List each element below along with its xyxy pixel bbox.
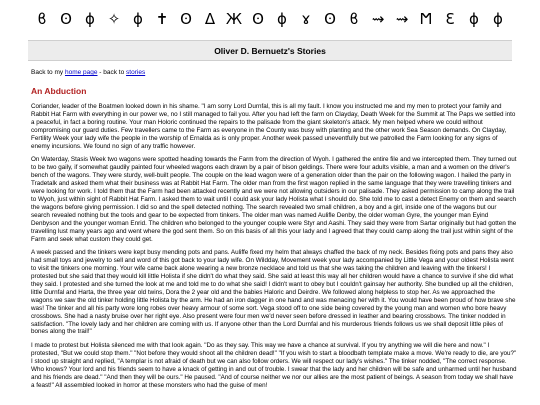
- glyph-icon: ϐ: [37, 10, 47, 28]
- title-banner: [28, 40, 512, 61]
- story-body: [31, 103, 517, 403]
- breadcrumb-separator: - back to: [97, 69, 127, 76]
- glyph-icon: ⇝: [371, 10, 385, 28]
- glyph-icon: Ϻ: [419, 10, 433, 28]
- story-paragraph: A week passed and the tinkers were kept busy mending pots and pans. Auliffe fixed my helm that always chaffed the back of my neck. Besides fixing pots and pans they also had small toys and jewelry to sell and word of this got back to your lady wife. On Wildday, Movement week your lady accompanied by Little Vega and your oldest Holista went to visit the tinkers one morning. Your wife came back alone wearing a new bronze necklace and told us that she was taking the children and leaving with the tinkers! I protested but she said that they would kill little Holista if she didn't do what they said. She said at least this way all her children would have a chance to survive if she did what they said. I protested and she turned the look at me and told me to do what she said! I didn't want to obey but I couldn't gainsay her authority. She bundled up all the children, little Durnfal and Harta, the three year old twins, Dora the 2 year old and the babies Haloric and Deirdre. We followed along helpless to stop her. As we approached the wagons we saw the old tinker holding little Holista by the arm. He had an iron dagger in one hand and was menacing her with it. You would have been proud of how brave she was! The tinker and all his party wore long robes over heavy armour of some sort. Vega stood off to one side being covered by the young man and women who bore heavy crossbows. She had a nasty bruise over her right eye. Also present were four men we'd never seen before dressed in leather and bearing crossbows. The tinker nodded in satisfaction. "The lovely lady and her children are coming with us. If anyone other than the Lord Durnfal and his murderous friends follows us we shall deposit little piles of bones along the trail!": [31, 249, 516, 336]
- breadcrumb: [31, 69, 145, 76]
- glyph-header: [0, 6, 540, 32]
- glyph-icon: ɸ: [133, 10, 143, 28]
- glyph-icon: ϕ: [493, 10, 503, 28]
- story-paragraph: I made to protest but Holista silenced me with that look again. "Do as they say. This way we have a chance at survival. If you try anything we will die here and now." I protested, "But we could stop them." "Not before they would shoot all the children dead!" "If you wish to start a bloodbath template make a move. We're ready to die, are you?" I stood up straight and replied, "A templar is not afraid of death but we can also follow orders. We will respect our lady's wishes." The tinker nodded, "The correct response. Who knows? Your lord and his friends seem to have a knack of getting in and out of trouble. I swear that the lady and her children will be safe and unharmed until her husband and his friends are dead." "And then they will be ours." He paused. "And of course neither we nor our allies are the most patient of beings. A season from today we shall have a feast!" All assembled looked in horror at these monsters who had the guise of men!: [31, 342, 517, 389]
- stories-link[interactable]: stories: [126, 69, 146, 76]
- glyph-icon: ϕ: [469, 10, 479, 28]
- story-heading: An Abduction: [31, 86, 87, 96]
- glyph-icon: ✧: [107, 10, 121, 28]
- glyph-icon: ɤ: [301, 10, 311, 28]
- story-paragraph: On Waterday, Stasis Week two wagons were spotted heading towards the Farm from the direction of Wyoh. I gathered the entire file and we intercepted them. They turned out to be two gaily, if somewhat gaudily painted four wheeled wagons each drawn by a pair of bison geldings. There were four adults visible, a man and a women on the driver's bench of the wagons. They were sturdy, well-built people. The couple on the lead wagon were of a generation older than the pair on the following wagon. I hailed the party in Tradetalk and asked them what their business was at Rabbit Hat Farm. The older man from the first wagon replied in the same language that they were travelling tinkers and were looking for work. I told them that the Farm had been attacked recently and we were not allowing outsiders in our palisade. They asked permission to camp along the trail to Wyoh, just within sight of Rabbit Hat Farm. I asked them to wait until I could ask your lady Holista what I should do. She told me to cast a detect Enemy on them and search the wagons before giving permission. I did so and the spell detected nothing. The search revealed two small children, a boy and a girl, inside one of the wagons but our search revealed nothing but the tools and gear to be expected from tinkers. The older man was named Aulifle Denby, the older woman Gyre, the younger man Eyind Denbyson and the younger woman Enrid. The children who belonged to the younger couple were Styr and Aashi. They said they were from Sartar originally but had gotten the travelling lust many years ago and went where the god sent them. So on this basis of all this your lady and I agreed that they could camp along the trail just within sight of the Farm and seek what custom they could get.: [31, 156, 517, 243]
- glyph-icon: ϐ: [349, 10, 359, 28]
- story-paragraph: Coriander, leader of the Boatmen looked down in his shame. "I am sorry Lord Durnfal, this is all my fault. I know you instructed me and my men to protect your family and Rabbit Hat Farm with everything in our power we, no I still managed to fail you. After you had left the farm on Clayday, Death Week for the Summit at The Paps we settled into a peaceful, in fact a boring routine. Your man Holoric continued the repairs to the palisade from the giant skeleton's attack. My men helped where we could without compromising our guard duties. Few travellers came to the Farm as everyone in the County was busy with planting and the other work Sea Season demands. On Clayday, Fertility Week your lady wife the people in the worship of Ernalda as is only proper. Another week passed uneventfully but we patrolled the Farm looking for any signs of enemy incursions. We found no sign of any traffic however.: [31, 103, 516, 150]
- breadcrumb-prefix: Back to my: [31, 69, 65, 76]
- glyph-icon: ϕ: [85, 10, 95, 28]
- glyph-icon: Ɛ: [445, 10, 455, 28]
- home-page-link[interactable]: home page: [64, 69, 98, 76]
- glyph-icon: ✝: [155, 10, 169, 28]
- glyph-icon: Ж: [225, 10, 243, 28]
- glyph-icon: ʘ: [180, 10, 192, 28]
- glyph-icon: ϕ: [277, 10, 287, 28]
- page-title: Oliver D. Bernuetz's Stories: [214, 45, 326, 56]
- glyph-icon: ʘ: [252, 10, 264, 28]
- glyph-icon: ⇝: [395, 10, 409, 28]
- glyph-icon: ʘ: [60, 10, 72, 28]
- glyph-icon: ʘ: [324, 10, 336, 28]
- glyph-icon: Δ: [204, 10, 216, 28]
